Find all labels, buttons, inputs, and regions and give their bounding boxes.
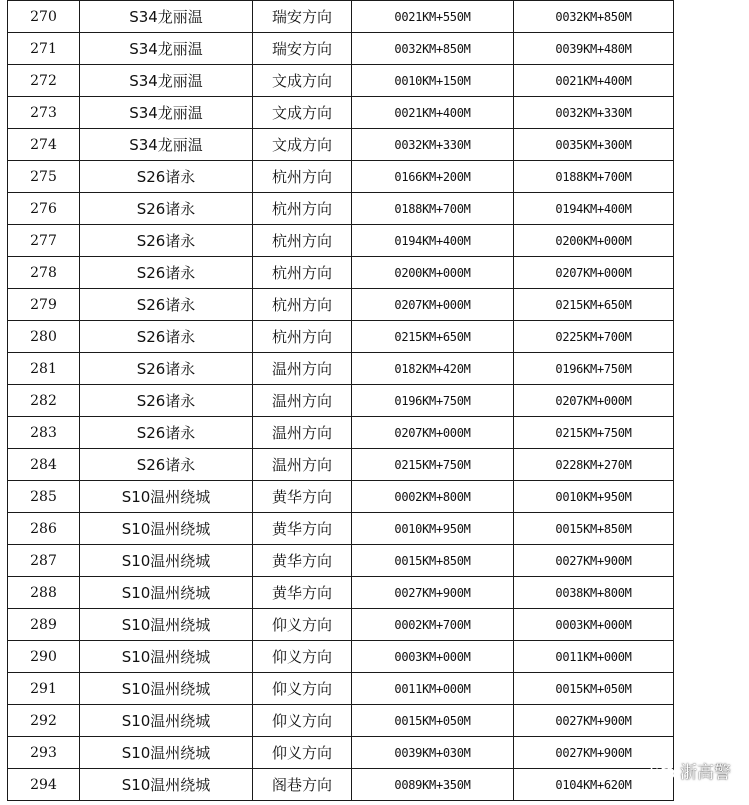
cell-end-stake: 0215KM+650M bbox=[514, 289, 674, 321]
cell-end-stake: 0021KM+400M bbox=[514, 65, 674, 97]
cell-direction: 杭州方向 bbox=[253, 193, 352, 225]
cell-index: 277 bbox=[8, 225, 80, 257]
cell-start-stake: 0188KM+700M bbox=[352, 193, 514, 225]
cell-index: 285 bbox=[8, 481, 80, 513]
cell-start-stake: 0182KM+420M bbox=[352, 353, 514, 385]
cell-direction: 杭州方向 bbox=[253, 161, 352, 193]
cell-end-stake: 0027KM+900M bbox=[514, 545, 674, 577]
cell-road: S26诸永 bbox=[80, 449, 253, 481]
cell-direction: 仰义方向 bbox=[253, 609, 352, 641]
cell-direction: 温州方向 bbox=[253, 353, 352, 385]
cell-end-stake: 0104KM+620M bbox=[514, 769, 674, 801]
cell-start-stake: 0215KM+650M bbox=[352, 321, 514, 353]
cell-index: 273 bbox=[8, 97, 80, 129]
cell-start-stake: 0003KM+000M bbox=[352, 641, 514, 673]
cell-direction: 文成方向 bbox=[253, 97, 352, 129]
cell-direction: 杭州方向 bbox=[253, 225, 352, 257]
cell-road: S26诸永 bbox=[80, 353, 253, 385]
table-row bbox=[8, 673, 674, 705]
cell-road: S10温州绕城 bbox=[80, 513, 253, 545]
table-row bbox=[8, 609, 674, 641]
cell-start-stake: 0015KM+850M bbox=[352, 545, 514, 577]
cell-road: S26诸永 bbox=[80, 321, 253, 353]
cell-direction: 仰义方向 bbox=[253, 673, 352, 705]
cell-direction: 黄华方向 bbox=[253, 513, 352, 545]
cell-road: S34龙丽温 bbox=[80, 65, 253, 97]
cell-index: 289 bbox=[8, 609, 80, 641]
cell-road: S26诸永 bbox=[80, 161, 253, 193]
cell-index: 294 bbox=[8, 769, 80, 801]
table-row bbox=[8, 417, 674, 449]
cell-end-stake: 0196KM+750M bbox=[514, 353, 674, 385]
cell-direction: 瑞安方向 bbox=[253, 33, 352, 65]
cell-index: 274 bbox=[8, 129, 80, 161]
cell-start-stake: 0089KM+350M bbox=[352, 769, 514, 801]
cell-index: 290 bbox=[8, 641, 80, 673]
cell-start-stake: 0002KM+800M bbox=[352, 481, 514, 513]
cell-index: 286 bbox=[8, 513, 80, 545]
table-row bbox=[8, 129, 674, 161]
cell-start-stake: 0196KM+750M bbox=[352, 385, 514, 417]
cell-road: S26诸永 bbox=[80, 193, 253, 225]
cell-end-stake: 0027KM+900M bbox=[514, 705, 674, 737]
cell-direction: 杭州方向 bbox=[253, 257, 352, 289]
cell-index: 287 bbox=[8, 545, 80, 577]
cell-start-stake: 0021KM+400M bbox=[352, 97, 514, 129]
cell-road: S26诸永 bbox=[80, 257, 253, 289]
table-row bbox=[8, 737, 674, 769]
table-row bbox=[8, 193, 674, 225]
cell-end-stake: 0194KM+400M bbox=[514, 193, 674, 225]
cell-end-stake: 0003KM+000M bbox=[514, 609, 674, 641]
cell-road: S10温州绕城 bbox=[80, 577, 253, 609]
table-row bbox=[8, 513, 674, 545]
table-row bbox=[8, 545, 674, 577]
cell-start-stake: 0027KM+900M bbox=[352, 577, 514, 609]
cell-direction: 温州方向 bbox=[253, 417, 352, 449]
cell-index: 279 bbox=[8, 289, 80, 321]
cell-index: 275 bbox=[8, 161, 80, 193]
table-row bbox=[8, 353, 674, 385]
cell-start-stake: 0010KM+950M bbox=[352, 513, 514, 545]
cell-index: 281 bbox=[8, 353, 80, 385]
cell-start-stake: 0039KM+030M bbox=[352, 737, 514, 769]
cell-end-stake: 0035KM+300M bbox=[514, 129, 674, 161]
cell-start-stake: 0207KM+000M bbox=[352, 417, 514, 449]
cell-index: 288 bbox=[8, 577, 80, 609]
cell-road: S26诸永 bbox=[80, 417, 253, 449]
table-row bbox=[8, 65, 674, 97]
cell-direction: 仰义方向 bbox=[253, 705, 352, 737]
cell-end-stake: 0010KM+950M bbox=[514, 481, 674, 513]
cell-direction: 杭州方向 bbox=[253, 289, 352, 321]
table-row bbox=[8, 321, 674, 353]
cell-index: 272 bbox=[8, 65, 80, 97]
cell-road: S10温州绕城 bbox=[80, 545, 253, 577]
cell-road: S10温州绕城 bbox=[80, 641, 253, 673]
cell-direction: 温州方向 bbox=[253, 449, 352, 481]
table-row bbox=[8, 33, 674, 65]
table-row bbox=[8, 481, 674, 513]
cell-index: 284 bbox=[8, 449, 80, 481]
table-row bbox=[8, 577, 674, 609]
table-row bbox=[8, 1, 674, 33]
cell-start-stake: 0032KM+850M bbox=[352, 33, 514, 65]
cell-road: S26诸永 bbox=[80, 289, 253, 321]
cell-end-stake: 0225KM+700M bbox=[514, 321, 674, 353]
watermark-text: 浙高警 bbox=[680, 763, 731, 783]
cell-direction: 仰义方向 bbox=[253, 737, 352, 769]
cell-index: 280 bbox=[8, 321, 80, 353]
cell-direction: 阁巷方向 bbox=[253, 769, 352, 801]
cell-direction: 杭州方向 bbox=[253, 321, 352, 353]
data-table-container bbox=[7, 0, 673, 801]
table-body bbox=[8, 1, 674, 801]
cell-start-stake: 0015KM+050M bbox=[352, 705, 514, 737]
cell-start-stake: 0194KM+400M bbox=[352, 225, 514, 257]
cell-end-stake: 0015KM+850M bbox=[514, 513, 674, 545]
cell-end-stake: 0032KM+330M bbox=[514, 97, 674, 129]
cell-road: S10温州绕城 bbox=[80, 705, 253, 737]
watermark bbox=[650, 758, 731, 783]
cell-start-stake: 0215KM+750M bbox=[352, 449, 514, 481]
table-row bbox=[8, 449, 674, 481]
cell-index: 293 bbox=[8, 737, 80, 769]
cell-road: S34龙丽温 bbox=[80, 1, 253, 33]
cell-end-stake: 0207KM+000M bbox=[514, 385, 674, 417]
cell-road: S34龙丽温 bbox=[80, 33, 253, 65]
cell-road: S10温州绕城 bbox=[80, 769, 253, 801]
cell-index: 282 bbox=[8, 385, 80, 417]
table-row bbox=[8, 705, 674, 737]
cell-start-stake: 0166KM+200M bbox=[352, 161, 514, 193]
cell-start-stake: 0200KM+000M bbox=[352, 257, 514, 289]
cell-end-stake: 0039KM+480M bbox=[514, 33, 674, 65]
table-row bbox=[8, 161, 674, 193]
cell-end-stake: 0011KM+000M bbox=[514, 641, 674, 673]
cell-start-stake: 0002KM+700M bbox=[352, 609, 514, 641]
cell-direction: 黄华方向 bbox=[253, 545, 352, 577]
cell-end-stake: 0228KM+270M bbox=[514, 449, 674, 481]
table-row bbox=[8, 641, 674, 673]
cell-road: S26诸永 bbox=[80, 225, 253, 257]
cell-end-stake: 0207KM+000M bbox=[514, 257, 674, 289]
cell-index: 276 bbox=[8, 193, 80, 225]
cell-road: S10温州绕城 bbox=[80, 481, 253, 513]
table-row bbox=[8, 257, 674, 289]
cell-index: 292 bbox=[8, 705, 80, 737]
cell-direction: 黄华方向 bbox=[253, 481, 352, 513]
table-row bbox=[8, 385, 674, 417]
cell-road: S10温州绕城 bbox=[80, 737, 253, 769]
cell-direction: 温州方向 bbox=[253, 385, 352, 417]
cell-start-stake: 0021KM+550M bbox=[352, 1, 514, 33]
cell-index: 283 bbox=[8, 417, 80, 449]
cell-end-stake: 0200KM+000M bbox=[514, 225, 674, 257]
cell-direction: 仰义方向 bbox=[253, 641, 352, 673]
cell-road: S34龙丽温 bbox=[80, 129, 253, 161]
cell-start-stake: 0011KM+000M bbox=[352, 673, 514, 705]
cell-start-stake: 0032KM+330M bbox=[352, 129, 514, 161]
table-row bbox=[8, 289, 674, 321]
cell-road: S26诸永 bbox=[80, 385, 253, 417]
wechat-icon bbox=[650, 760, 676, 782]
cell-end-stake: 0027KM+900M bbox=[514, 737, 674, 769]
cell-direction: 文成方向 bbox=[253, 65, 352, 97]
cell-direction: 瑞安方向 bbox=[253, 1, 352, 33]
table-row bbox=[8, 769, 674, 801]
cell-start-stake: 0207KM+000M bbox=[352, 289, 514, 321]
cell-index: 270 bbox=[8, 1, 80, 33]
cell-start-stake: 0010KM+150M bbox=[352, 65, 514, 97]
table-row bbox=[8, 225, 674, 257]
cell-end-stake: 0032KM+850M bbox=[514, 1, 674, 33]
cell-end-stake: 0015KM+050M bbox=[514, 673, 674, 705]
data-table bbox=[7, 0, 674, 801]
cell-direction: 文成方向 bbox=[253, 129, 352, 161]
cell-road: S10温州绕城 bbox=[80, 673, 253, 705]
cell-road: S10温州绕城 bbox=[80, 609, 253, 641]
cell-end-stake: 0188KM+700M bbox=[514, 161, 674, 193]
cell-direction: 黄华方向 bbox=[253, 577, 352, 609]
cell-end-stake: 0215KM+750M bbox=[514, 417, 674, 449]
cell-end-stake: 0038KM+800M bbox=[514, 577, 674, 609]
cell-road: S34龙丽温 bbox=[80, 97, 253, 129]
cell-index: 291 bbox=[8, 673, 80, 705]
table-row bbox=[8, 97, 674, 129]
cell-index: 278 bbox=[8, 257, 80, 289]
cell-index: 271 bbox=[8, 33, 80, 65]
